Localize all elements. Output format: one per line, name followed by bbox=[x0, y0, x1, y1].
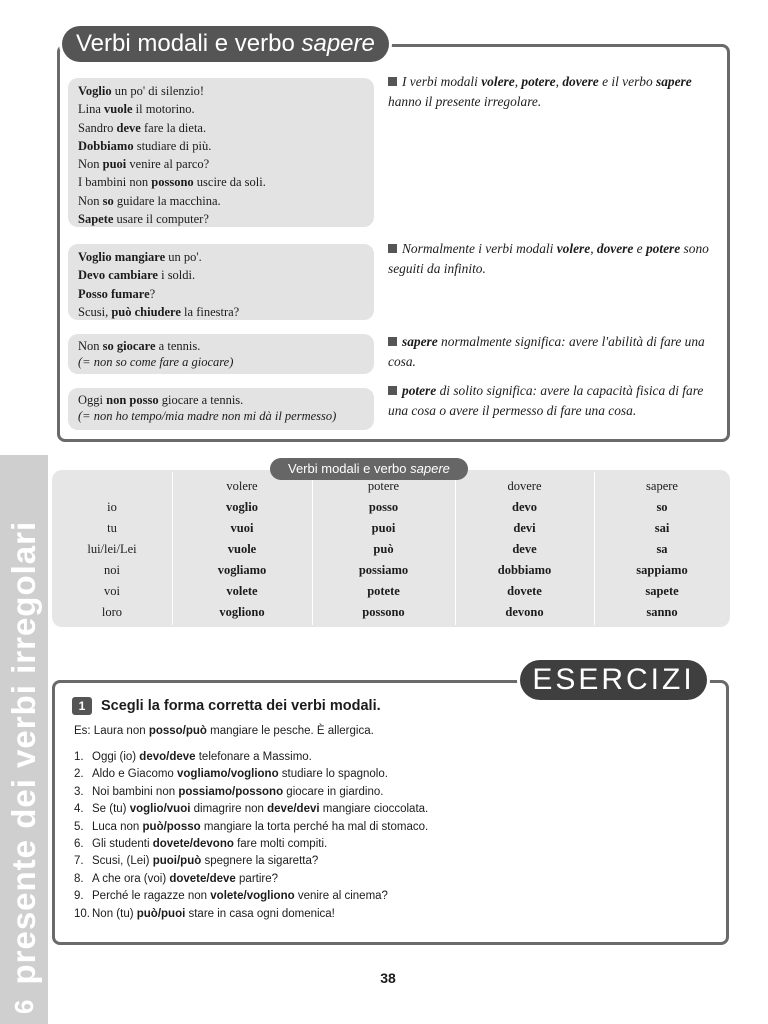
bold-text: Posso fumare bbox=[78, 286, 150, 301]
table-cell: sapete bbox=[645, 584, 679, 598]
bold-text: deve bbox=[116, 120, 141, 135]
example-line bbox=[78, 248, 364, 266]
bold-text: sapere bbox=[402, 334, 438, 349]
text-segment: spegnere la sigaretta? bbox=[201, 855, 319, 868]
exercise-item-number: 5. bbox=[74, 820, 84, 833]
exercise-item-number: 2. bbox=[74, 768, 84, 781]
exercise-item bbox=[74, 888, 388, 905]
text-segment: un po' di silenzio! bbox=[111, 84, 205, 98]
text-segment: a tennis. bbox=[155, 339, 201, 353]
example-line bbox=[78, 173, 364, 191]
text-segment: Non bbox=[78, 157, 103, 172]
table-header: potere bbox=[367, 479, 400, 493]
table-cell: possono bbox=[362, 605, 405, 619]
bold-text: puoi bbox=[102, 157, 127, 172]
bold-text: vuole bbox=[104, 102, 133, 117]
example-line bbox=[78, 392, 364, 408]
exercise-item bbox=[74, 749, 312, 766]
exercise-item-number: 9. bbox=[74, 890, 84, 903]
exercise-item bbox=[74, 836, 327, 853]
bold-text: vogliamo/vogliono bbox=[177, 768, 279, 781]
exercise-instruction: Scegli la forma corretta dei verbi modali. bbox=[101, 698, 381, 714]
table-cell: possiamo bbox=[358, 563, 409, 577]
exercise-item-number: 1. bbox=[74, 751, 84, 763]
bold-text: potere bbox=[402, 383, 437, 398]
text-segment: Non bbox=[78, 193, 103, 208]
exercise-item-number: 7. bbox=[74, 855, 84, 868]
bold-text: Dobbiamo bbox=[78, 138, 134, 153]
bold-text: puoi/può bbox=[152, 855, 202, 868]
exercise-item bbox=[74, 871, 278, 888]
exercise-item bbox=[74, 766, 388, 783]
example-line bbox=[78, 210, 364, 228]
table-cell: sa bbox=[656, 542, 668, 556]
text-segment: Aldo e Giacomo bbox=[92, 768, 178, 781]
text-segment: sono seguiti da infinito. bbox=[388, 241, 709, 276]
table-cell: dovete bbox=[507, 584, 542, 598]
bold-text: posso/può bbox=[148, 725, 207, 737]
bold-text: Devo cambiare bbox=[78, 268, 158, 283]
grammar-title-plain: Verbi modali e verbo bbox=[76, 30, 302, 57]
table-pronoun: io bbox=[107, 500, 117, 514]
table-pronoun: lui/lei/Lei bbox=[87, 542, 137, 556]
bold-text: volere bbox=[481, 74, 515, 89]
text-segment: , bbox=[555, 74, 563, 89]
table-cell: puoi bbox=[371, 521, 396, 535]
exercise-number: 1 bbox=[72, 697, 92, 715]
table-pronoun: tu bbox=[107, 521, 117, 535]
table-cell: devo bbox=[512, 500, 537, 514]
text-segment: Perché le ragazze non bbox=[92, 890, 211, 903]
bold-text: possono bbox=[151, 175, 194, 190]
table-cell: vogliamo bbox=[217, 563, 267, 577]
square-bullet-icon bbox=[388, 77, 397, 86]
text-segment: il motorino. bbox=[132, 102, 195, 117]
bold-text: volere bbox=[556, 241, 591, 256]
text-segment: e il verbo bbox=[598, 74, 657, 89]
example-line bbox=[78, 137, 364, 155]
rule-1 bbox=[388, 72, 726, 112]
text-segment: (= non ho tempo/mia madre non mi dà il permesso) bbox=[78, 409, 337, 423]
text-segment: fare molti compiti. bbox=[233, 838, 328, 850]
table-cell: vuole bbox=[227, 542, 257, 556]
text-segment: giocare in giardino. bbox=[283, 785, 384, 798]
example-line bbox=[78, 354, 364, 370]
square-bullet-icon bbox=[388, 337, 397, 346]
exercises-banner: ESERCIZI bbox=[520, 660, 707, 700]
exercise-item bbox=[74, 906, 335, 923]
table-cell: devono bbox=[505, 605, 544, 619]
table-cell: posso bbox=[368, 500, 399, 514]
exercise-item-number: 6. bbox=[74, 838, 84, 850]
table-pronoun: voi bbox=[104, 584, 120, 598]
text-segment: usare il computer? bbox=[113, 212, 209, 227]
exercise-heading bbox=[72, 697, 381, 715]
text-segment: mangiare cioccolata. bbox=[319, 803, 429, 816]
table-cell: volete bbox=[226, 584, 258, 598]
bold-text: può/puoi bbox=[136, 907, 186, 920]
bold-text: potere bbox=[645, 241, 681, 256]
example-line bbox=[78, 303, 364, 321]
table-header: dovere bbox=[507, 479, 542, 493]
chapter-title: presente dei verbi irregolari bbox=[5, 520, 42, 985]
bold-text: dovere bbox=[562, 74, 599, 89]
example-line bbox=[78, 192, 364, 210]
bold-text: Voglio mangiare bbox=[78, 250, 166, 264]
example-box-3 bbox=[68, 334, 374, 374]
table-cell: voglio bbox=[226, 500, 258, 514]
exercise-item bbox=[74, 819, 428, 836]
text-segment: dimagrire non bbox=[190, 803, 268, 816]
exercise-item-number: 3. bbox=[74, 785, 84, 798]
grammar-box-title bbox=[62, 26, 389, 62]
bold-text: so bbox=[102, 193, 114, 208]
example-line bbox=[78, 266, 364, 284]
table-pronoun: loro bbox=[101, 605, 123, 619]
chapter-number: 6 bbox=[8, 998, 39, 1014]
text-segment: Se (tu) bbox=[92, 803, 130, 816]
bold-text: so giocare bbox=[102, 339, 156, 353]
table-cell: vogliono bbox=[219, 605, 265, 619]
text-segment: Scusi, (Lei) bbox=[92, 855, 153, 868]
bold-text: volete/vogliono bbox=[210, 890, 295, 903]
text-segment: I verbi modali bbox=[402, 74, 482, 89]
text-segment: Gli studenti bbox=[92, 838, 153, 850]
exercise-item bbox=[74, 801, 428, 818]
table-cell: devi bbox=[513, 521, 536, 535]
chapter-side-label bbox=[0, 455, 48, 1024]
exercise-item-number: 4. bbox=[74, 803, 84, 816]
bold-text: possiamo/possono bbox=[178, 785, 284, 798]
grammar-title-italic: sapere bbox=[301, 30, 375, 57]
text-segment: Sandro bbox=[78, 120, 117, 135]
table-title-italic: sapere bbox=[410, 461, 450, 476]
text-segment: uscire da soli. bbox=[193, 175, 266, 190]
text-segment: mangiare la torta perché ha mal di stomaco. bbox=[200, 820, 429, 833]
table-title-plain: Verbi modali e verbo bbox=[288, 461, 411, 476]
text-segment: Non bbox=[78, 339, 103, 353]
table-cell: deve bbox=[512, 542, 537, 556]
text-segment: Lina bbox=[78, 102, 105, 117]
example-line bbox=[78, 82, 364, 100]
bold-text: dovete/devono bbox=[152, 838, 234, 850]
exercise-item-number: 8. bbox=[74, 872, 84, 885]
text-segment: stare in casa ogni domenica! bbox=[185, 907, 335, 920]
page-number: 38 bbox=[380, 970, 396, 986]
text-segment: partire? bbox=[235, 872, 279, 885]
chapter-side-tab bbox=[0, 455, 48, 1024]
text-segment: , bbox=[590, 241, 597, 256]
example-line bbox=[78, 285, 364, 303]
text-segment: un po'. bbox=[165, 250, 202, 264]
text-segment: giocare a tennis. bbox=[158, 393, 244, 407]
text-segment: Oggi bbox=[78, 393, 107, 407]
exercise-example bbox=[74, 723, 374, 740]
bold-text: può chiudere bbox=[111, 304, 181, 319]
text-segment: hanno il presente irregolare. bbox=[388, 94, 542, 109]
text-segment: Oggi (io) bbox=[92, 751, 140, 763]
text-segment: I bambini non bbox=[78, 175, 152, 190]
table-header: volere bbox=[226, 479, 258, 493]
text-segment: (= non so come fare a giocare) bbox=[78, 355, 234, 369]
bold-text: devo/deve bbox=[139, 751, 196, 763]
text-segment: Es: Laura non bbox=[74, 725, 149, 737]
table-cell: sappiamo bbox=[636, 563, 688, 577]
text-segment: mangiare le pesche. È allergica. bbox=[206, 725, 374, 737]
example-line bbox=[78, 100, 364, 118]
example-box-2 bbox=[68, 244, 374, 320]
bold-text: può/posso bbox=[142, 820, 201, 833]
example-box-4 bbox=[68, 388, 374, 430]
table-pronoun: noi bbox=[104, 563, 120, 577]
text-segment: Normalmente i verbi modali bbox=[402, 241, 557, 256]
table-cell: potete bbox=[367, 584, 400, 598]
example-line bbox=[78, 338, 364, 354]
text-segment: di solito significa: avere la capacità fisica di fare una cosa o avere il permesso di fare una cosa. bbox=[388, 383, 704, 418]
bold-text: non posso bbox=[106, 393, 159, 407]
table-cell: vuoi bbox=[230, 521, 254, 535]
rule-4 bbox=[388, 381, 726, 421]
example-line bbox=[78, 155, 364, 173]
text-segment: fare la dieta. bbox=[140, 120, 207, 135]
square-bullet-icon bbox=[388, 386, 397, 395]
bold-text: Voglio bbox=[78, 84, 112, 98]
text-segment: studiare lo spagnolo. bbox=[278, 768, 388, 781]
text-segment: Luca non bbox=[92, 820, 143, 833]
example-line bbox=[78, 408, 364, 424]
example-box-1 bbox=[68, 78, 374, 227]
exercise-item bbox=[74, 853, 318, 870]
table-cell: sanno bbox=[646, 605, 678, 619]
text-segment: A che ora (voi) bbox=[92, 872, 170, 885]
bold-text: Sapete bbox=[78, 212, 114, 227]
text-segment: Noi bambini non bbox=[92, 785, 179, 798]
text-segment: ? bbox=[149, 286, 156, 301]
table-cell: può bbox=[373, 542, 394, 556]
table-cell: dobbiamo bbox=[497, 563, 552, 577]
exercise-item bbox=[74, 784, 383, 801]
text-segment: e bbox=[633, 241, 646, 256]
text-segment: venire al parco? bbox=[126, 157, 210, 172]
text-segment: guidare la macchina. bbox=[113, 193, 221, 208]
exercise-item-number: 10. bbox=[74, 907, 90, 920]
table-header: sapere bbox=[646, 479, 678, 493]
text-segment: telefonare a Massimo. bbox=[195, 751, 312, 763]
example-line bbox=[78, 119, 364, 137]
bold-text: potere bbox=[521, 74, 556, 89]
bold-text: voglio/vuoi bbox=[129, 803, 191, 816]
square-bullet-icon bbox=[388, 244, 397, 253]
bold-text: sapere bbox=[656, 74, 692, 89]
text-segment: la finestra? bbox=[180, 304, 240, 319]
text-segment: studiare di più. bbox=[133, 138, 212, 153]
bold-text: dovere bbox=[596, 241, 634, 256]
text-segment: i soldi. bbox=[157, 268, 196, 283]
text-segment: Non (tu) bbox=[92, 907, 137, 920]
bold-text: dovete/deve bbox=[169, 872, 236, 885]
text-segment: normalmente significa: avere l'abilità di fare una cosa. bbox=[388, 334, 705, 369]
table-cell: so bbox=[656, 500, 668, 514]
bold-text: deve/devi bbox=[267, 803, 320, 816]
text-segment: venire al cinema? bbox=[294, 890, 388, 903]
rule-3 bbox=[388, 332, 726, 372]
text-segment: , bbox=[514, 74, 522, 89]
table-cell: sai bbox=[654, 521, 670, 535]
text-segment: Scusi, bbox=[78, 304, 112, 319]
rule-2 bbox=[388, 239, 726, 279]
